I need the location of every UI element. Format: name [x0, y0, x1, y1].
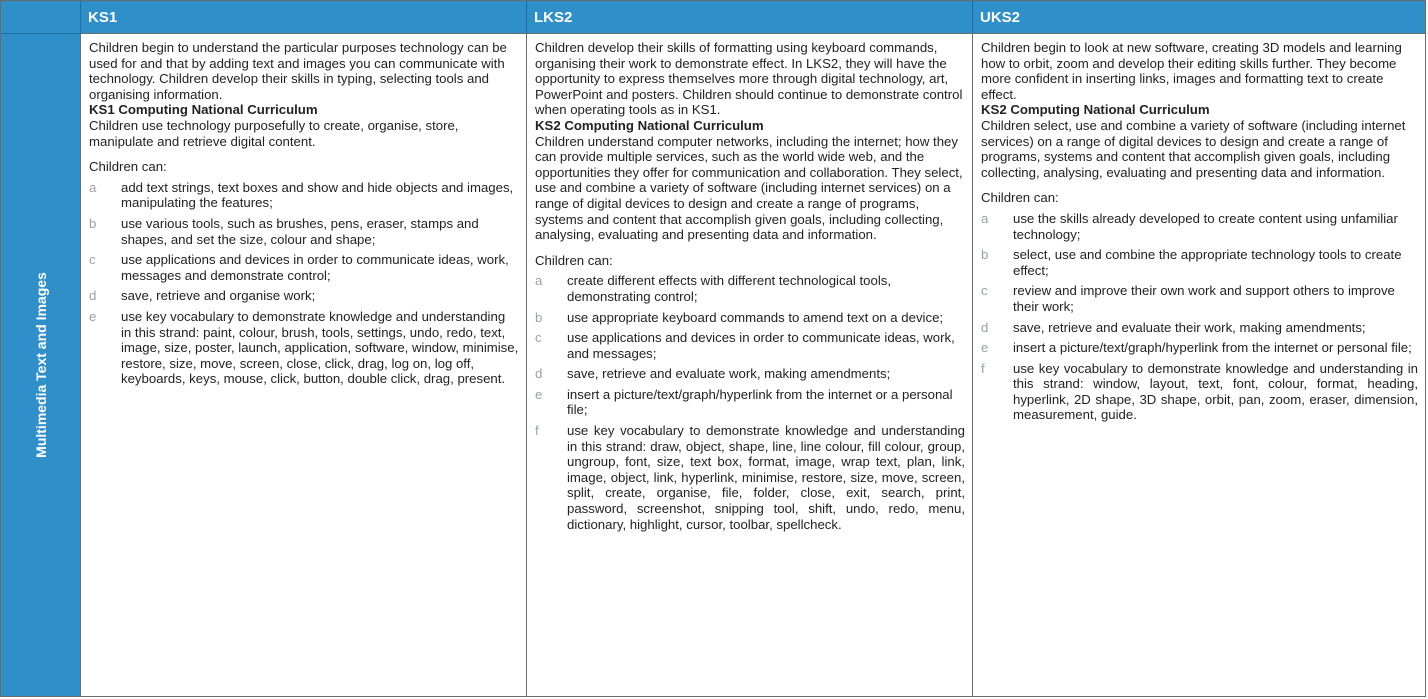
item-letter: d [89, 288, 97, 304]
item-letter: e [535, 386, 543, 402]
list-item [89, 180, 519, 211]
list-item [981, 340, 1418, 356]
item-text: use the skills already developed to create content using unfamiliar technology; [1013, 210, 1398, 242]
item-text: create different effects with different technological tools, demonstrating control; [567, 273, 892, 304]
item-text: select, use and combine the appropriate technology tools to create effect; [1013, 247, 1402, 278]
uks2-cell [973, 33, 1425, 696]
item-letter: d [981, 319, 989, 335]
uks2-item-list [981, 211, 1418, 423]
item-text: add text strings, text boxes and show and hide objects and images, manipulating the features; [121, 179, 514, 211]
uks2-curriculum-heading: KS2 Computing National Curriculum [981, 102, 1210, 118]
lks2-intro: Children develop their skills of formatting using keyboard commands, organising their work to demonstrate effect. In LKS2, they will have the opportunity to express themselves more through digital technology, art, PowerPoint and posters. Children should continue to demonstrate control when operating tools as in KS1. [535, 40, 963, 118]
uks2-intro: Children begin to look at new software, creating 3D models and learning how to orbit, zoom and develop their editing skills further. They become more confident in inserting links, images and formatting text to create effect. [981, 40, 1402, 102]
list-item [535, 330, 965, 361]
list-item [535, 310, 965, 326]
item-letter: d [535, 366, 543, 382]
row-label: Multimedia Text and Images [32, 272, 49, 458]
corner-header-cell [1, 1, 81, 33]
item-letter: a [981, 210, 989, 226]
list-item [535, 423, 965, 532]
item-text: insert a picture/text/graph/hyperlink from the internet or a personal file; [567, 386, 953, 418]
item-text: save, retrieve and evaluate their work, making amendments; [1013, 319, 1366, 335]
lks2-item-list [535, 273, 965, 532]
ks1-intro: Children begin to understand the particular purposes technology can be used for and that by adding text and images you can communicate with technology. Children develop their skills in typing, selecting tools and organising information. [89, 40, 507, 102]
uks2-children-can: Children can: [981, 190, 1059, 206]
item-letter: a [535, 273, 543, 289]
item-letter: b [981, 247, 989, 263]
ks1-item-list [89, 180, 519, 387]
list-item [981, 247, 1418, 278]
item-text: use key vocabulary to demonstrate knowledge and understanding in this strand: draw, object, shape, line, line colour, fill colour, group, ungroup, font, size, text box, format, image, wrap text, plan, link, image, object, link, hyperlink, minimise, restore, size, move, screen, split, create, organise, file, folder, close, exit, search, print, password, screenshot, snipping tool, shift, undo, redo, menu, dictionary, highlight, cursor, toolbar, spellcheck. [567, 423, 965, 532]
list-item [535, 387, 965, 418]
column-header-ks1: KS1 [81, 1, 527, 33]
list-item [981, 320, 1418, 336]
item-letter: c [981, 283, 988, 299]
lks2-curriculum-text: Children understand computer networks, including the internet; how they can provide multiple services, such as the world wide web, and the opportunities they offer for communication and collaboration. They select, use and combine a variety of software (including internet services) on a range of digital devices to design and create a range of programs, systems and content that accomplish given goals, including collecting, analysing, evaluating and presenting data and information. [535, 133, 963, 243]
list-item [89, 288, 519, 304]
uks2-curriculum-text: Children select, use and combine a variety of software (including internet services) on a range of digital devices to design and create a range of programs, systems and content that accomplish given goals, including collecting, analysing, evaluating and presenting data and information. [981, 117, 1406, 180]
list-item [535, 273, 965, 304]
lks2-children-can: Children can: [535, 252, 613, 268]
list-item [981, 283, 1418, 314]
item-text: insert a picture/text/graph/hyperlink from the internet or personal file; [1013, 340, 1412, 356]
lks2-cell [527, 33, 973, 696]
list-item [535, 366, 965, 382]
item-text: use key vocabulary to demonstrate knowledge and understanding in this strand: paint, colour, brush, tools, settings, undo, redo, text, image, size, poster, launch, application, software, window, minimise, restore, size, move, screen, close, click, drag, log on, log off, keyboards, keys, mouse, click, button, double click, drag, present. [121, 308, 519, 387]
ks1-children-can: Children can: [89, 159, 167, 175]
item-letter: c [89, 252, 96, 268]
row-label-cell [1, 33, 81, 696]
item-letter: e [981, 340, 989, 356]
list-item [89, 216, 519, 247]
list-item [89, 252, 519, 283]
item-text: use applications and devices in order to communicate ideas, work, and messages; [567, 330, 955, 361]
item-text: use various tools, such as brushes, pens, eraser, stamps and shapes, and set the size, colour and shape; [121, 215, 479, 247]
item-letter: b [535, 309, 543, 325]
item-letter: a [89, 179, 97, 195]
list-item [981, 211, 1418, 242]
column-header-uks2: UKS2 [973, 1, 1425, 33]
item-text: save, retrieve and evaluate work, making amendments; [567, 366, 891, 382]
list-item [89, 309, 519, 387]
ks1-curriculum-heading: KS1 Computing National Curriculum [89, 102, 318, 118]
item-text: save, retrieve and organise work; [121, 288, 316, 304]
item-letter: c [535, 330, 542, 346]
item-text: use appropriate keyboard commands to amend text on a device; [567, 309, 944, 325]
lks2-curriculum-heading: KS2 Computing National Curriculum [535, 117, 764, 133]
item-text: review and improve their own work and support others to improve their work; [1013, 283, 1395, 314]
item-letter: f [981, 360, 985, 376]
list-item [981, 361, 1418, 423]
item-letter: b [89, 215, 97, 231]
ks1-curriculum-text: Children use technology purposefully to create, organise, store, manipulate and retrieve digital content. [89, 117, 459, 149]
item-text: use applications and devices in order to communicate ideas, work, messages and demonstrate control; [121, 252, 509, 283]
ks1-cell [81, 33, 527, 696]
item-letter: f [535, 423, 539, 439]
item-letter: e [89, 308, 97, 324]
item-text: use key vocabulary to demonstrate knowledge and understanding in this strand: window, layout, text, font, colour, format, heading, hyperlink, 2D shape, 3D shape, orbit, pan, zoom, eraser, dimension, measurement, guide. [1013, 360, 1418, 423]
column-header-lks2: LKS2 [527, 1, 973, 33]
